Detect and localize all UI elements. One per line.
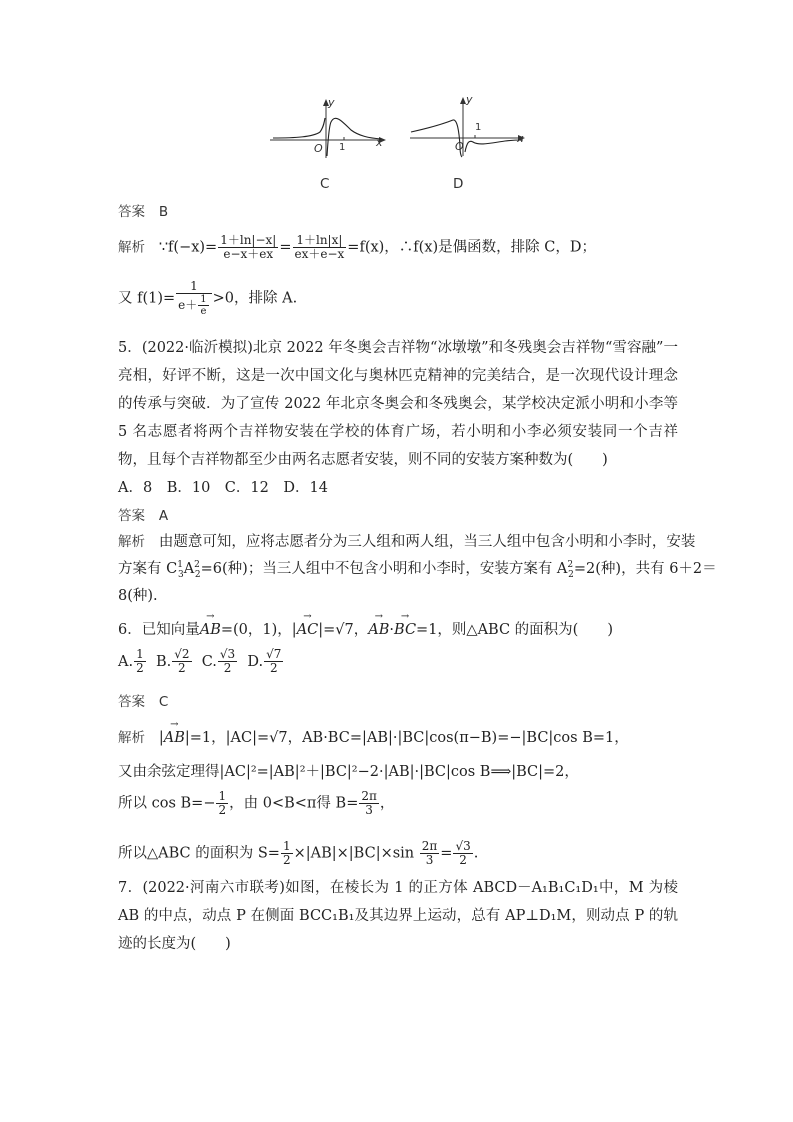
graph-d-y-label: y xyxy=(466,93,473,106)
vec-ab-3: → AB xyxy=(164,730,185,746)
q5-analysis-p2-head: 方案有 C xyxy=(118,561,178,577)
q4-frac1-num: 1＋ln|−x| xyxy=(220,233,277,247)
vec-ac: → AC xyxy=(297,622,319,638)
q6-line3-tail: ， xyxy=(379,795,395,812)
q4-fraction-3 xyxy=(176,280,211,317)
graph-d-x-label: x xyxy=(517,132,524,145)
q6-frac-half: $\frac{1}{2}$ xyxy=(218,789,227,817)
q6-question-head: 6．已知向量 xyxy=(118,622,200,638)
q6-analysis-line2: 又由余弦定理得|AC|²=|AB|²＋|BC|²−2·|AB|·|BC|cos B⟹|BC|=2， xyxy=(118,764,579,780)
q4-inner-num: 1 xyxy=(200,294,207,305)
graph-c-x-label: x xyxy=(376,136,383,149)
q5-analysis-line2: 方案有 $C^1_3A^2_2=6$(种)；当三人组中不包含小明和小李时，安装方案有 $A^2_2=2$(种)，共有 6＋2＝ xyxy=(118,560,717,580)
q4-inner-den: e xyxy=(200,306,207,317)
q5-a-sub: 2 xyxy=(194,569,201,580)
q5-question: 5．(2022·临沂模拟)北京 2022 年冬奥会吉祥物“冰墩墩”和冬残奥会吉祥物“雪容融”一亮相，好评不断，这是一次中国文化与奥林匹克精神的完美结合，是一次现代设计理念的传承与突破．为了宣传 2022 年北京冬奥会和冬残奥会，某学校决定派小明和小李等 5 名志愿者将两个吉祥物安装在学校的体育广场，若小明和小李必须安装同一个吉祥物，且每个吉祥物都至少由两名志愿者安装，则不同的安装方案种数为( ) xyxy=(118,340,678,468)
q6-line3-mid: ，由 0<B<π得 B= xyxy=(229,795,359,812)
answer-tag: 答案 xyxy=(118,508,145,524)
q5-analysis-p1: 由题意可知，应将志愿者分为三人组和两人组，当三人组中包含小明和小李时，安装 xyxy=(158,534,696,550)
q4-analysis-line2 xyxy=(118,280,297,317)
q4-fraction-2 xyxy=(293,234,347,261)
vec-ab-2: → AB xyxy=(368,622,389,638)
q4-frac1-den: e−x＋ex xyxy=(223,247,274,261)
q6-question: 6．已知向量→ AB=(0，1)，|→ AC|=√7，→ AB·→ BC=1，则△ABC 的面积为( ) xyxy=(118,618,613,639)
answer-tag: 答案 xyxy=(118,204,145,220)
q6-options xyxy=(118,648,284,675)
graph-c-caption: C xyxy=(320,176,330,192)
q5-analysis-line1 xyxy=(118,530,695,551)
q6-analysis-line4: 所以△ABC 的面积为 S= $\frac{1}{2}$ ×|AB|×|BC|×sin $\frac{2\pi}{3}$ = $\frac{√3}{2}$ . xyxy=(118,839,479,867)
q5-answer-line xyxy=(118,504,168,524)
q4-frac2-num: 1＋ln|x| xyxy=(293,234,347,248)
q4-frac3-num: 1 xyxy=(176,280,211,294)
q5-options: A．8 B．10 C．12 D．14 xyxy=(118,480,328,496)
graph-c-y-label: y xyxy=(328,96,335,109)
answer-tag: 答案 xyxy=(118,694,145,710)
graph-d-origin-label: O xyxy=(455,140,464,153)
q5-analysis-line3: 8(种). xyxy=(118,588,158,604)
q6-frac-angle: $\frac{2\pi}{3}$ xyxy=(361,789,377,817)
graph-c-origin-label: O xyxy=(314,142,323,155)
q5-a-sup: 2 xyxy=(194,560,200,571)
q5-analysis-p2-mid: =6(种)；当三人组中不包含小明和小李时，安装方案有 A xyxy=(200,561,568,577)
vec-ab: → AB xyxy=(200,622,221,638)
q6-option-b: B. $\frac{√2}{2}$ xyxy=(155,647,190,675)
graph-d-tick-label: 1 xyxy=(475,122,482,133)
q4-frac2-den: ex＋e−x xyxy=(294,247,345,261)
analysis-tag: 解析 xyxy=(118,730,145,746)
q5-analysis-p2-tail: =2(种)，共有 6＋2＝ xyxy=(573,561,717,577)
analysis-tag: 解析 xyxy=(118,239,145,256)
q6-question-mid1: =(0，1)，| xyxy=(220,622,297,638)
q7-question: 7．(2022·河南六市联考)如图，在棱长为 1 的正方体 ABCD－A₁B₁C₁D₁中，M 为棱 AB 的中点，动点 P 在侧面 BCC₁B₁及其边界上运动，总有 AP⊥D₁M，则动点 P 的轨迹的长度为( ) xyxy=(118,880,678,952)
q4-frac3-den xyxy=(176,294,211,317)
q5-c-sup: 1 xyxy=(177,560,183,571)
q6-analysis-line1: 解析 |→ AB|=1，|AC|=√7，AB·BC=|AB|·|BC|cos(π−B)=−|BC|cos B=1， xyxy=(118,726,629,747)
q6-option-a: A. $\frac{1}{2}$ xyxy=(118,647,144,675)
graph-d-caption: D xyxy=(453,176,464,192)
q4-frac3-den-text: e＋ xyxy=(178,298,198,312)
q4-expr-head: ∵f(−x)= xyxy=(158,239,218,256)
q5-a2-sup: 2 xyxy=(567,560,574,571)
q6-line3-head: 所以 cos B=− xyxy=(118,795,216,812)
answer-value: B xyxy=(158,204,169,220)
q6-line1: |=1，|AC|=√7，AB·BC=|AB|·|BC|cos(π−B)=−|BC|cos B=1， xyxy=(184,730,629,746)
answer-value: A xyxy=(158,508,169,524)
q4-inner-fraction xyxy=(198,294,208,317)
q6-frac-result: $\frac{√3}{2}$ xyxy=(455,839,471,867)
vec-bc: → BC xyxy=(394,622,416,638)
q6-analysis-line3 xyxy=(118,790,394,817)
q6-question-mid2: |=√7， xyxy=(318,622,369,638)
q6-line4-head: 所以△ABC 的面积为 S= xyxy=(118,845,280,862)
q6-frac-s: $\frac{1}{2}$ xyxy=(282,839,291,867)
q6-line4-mid: ×|AB|×|BC|×sin xyxy=(293,845,415,862)
q5-c-sub: 3 xyxy=(177,569,184,580)
answer-value: C xyxy=(158,694,169,710)
q6-option-d: D. $\frac{√7}{2}$ xyxy=(247,647,282,675)
q4-answer-line xyxy=(118,200,168,220)
q4-analysis-line1: 解析 ∵f(−x)= $\frac{1+\ln|-x|}{e-x+ex}$ = $\frac{1+\ln|x|}{ex+e-x}$ =f(x)，∴f(x)是偶函数，排除 C，D； xyxy=(118,233,596,261)
q6-frac-sin: $\frac{2\pi}{3}$ xyxy=(421,839,438,867)
graph-c-tick-label: 1 xyxy=(339,142,346,153)
q6-question-mid3: =1，则△ABC 的面积为( ) xyxy=(416,622,613,638)
q6-option-c: C. $\frac{√3}{2}$ xyxy=(201,647,236,675)
q4-expr-tail: =f(x)，∴f(x)是偶函数，排除 C，D； xyxy=(347,239,596,256)
q6-line4-tail: . xyxy=(473,845,479,862)
analysis-tag: 解析 xyxy=(118,534,145,550)
q4-line2-head: 又 f(1)= xyxy=(118,290,176,307)
q6-answer-line xyxy=(118,690,168,710)
q4-line2-tail: >0，排除 A. xyxy=(212,290,298,307)
q4-fraction-1 xyxy=(218,234,278,261)
q5-a2-sub: 2 xyxy=(568,569,574,580)
